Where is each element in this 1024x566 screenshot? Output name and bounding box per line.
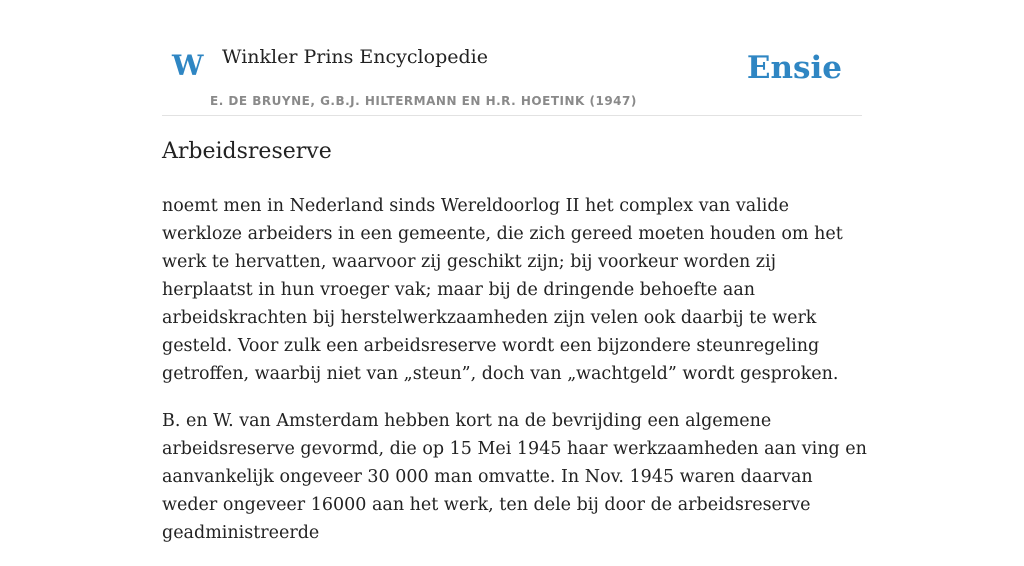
article-title: Arbeidsreserve	[162, 139, 332, 164]
brand-logo[interactable]: Ensie	[746, 50, 842, 86]
article-paragraph: noemt men in Nederland sinds Wereldoorlog II het complex van valide werkloze arbeiders in een gemeente, die zich gereed moeten houden om het werk te hervatten, waarvoor zij geschikt zijn; bij voorkeur worden zij herplaatst in hun vroeger vak; maar bij de dringende behoefte aan arbeidskrachten bij herstelwerkzaamheden zijn velen ook daarbij te werk gesteld. Voor zulk een arbeidsreserve wordt een bijzondere steunregeling getroffen, waarbij niet van „steun”, doch van „wachtgeld” wordt gesproken.	[162, 196, 843, 384]
article-body	[162, 192, 867, 566]
logo-w[interactable]: W	[172, 49, 204, 82]
authors-line: E. DE BRUYNE, G.B.J. HILTERMANN EN H.R. HOETINK (1947)	[210, 94, 637, 108]
site-header	[162, 40, 862, 116]
article-paragraph: B. en W. van Amsterdam hebben kort na de bevrijding een algemene arbeidsreserve gevormd, die op 15 Mei 1945 haar werkzaamheden aan ving en aanvankelijk ongeveer 30 000 man omvatte. In Nov. 1945 waren daarvan weder ongeveer 16000 aan het werk, ten dele bij door de arbeidsreserve geadministreerde	[162, 411, 867, 543]
site-title[interactable]: Winkler Prins Encyclopedie	[222, 46, 488, 68]
